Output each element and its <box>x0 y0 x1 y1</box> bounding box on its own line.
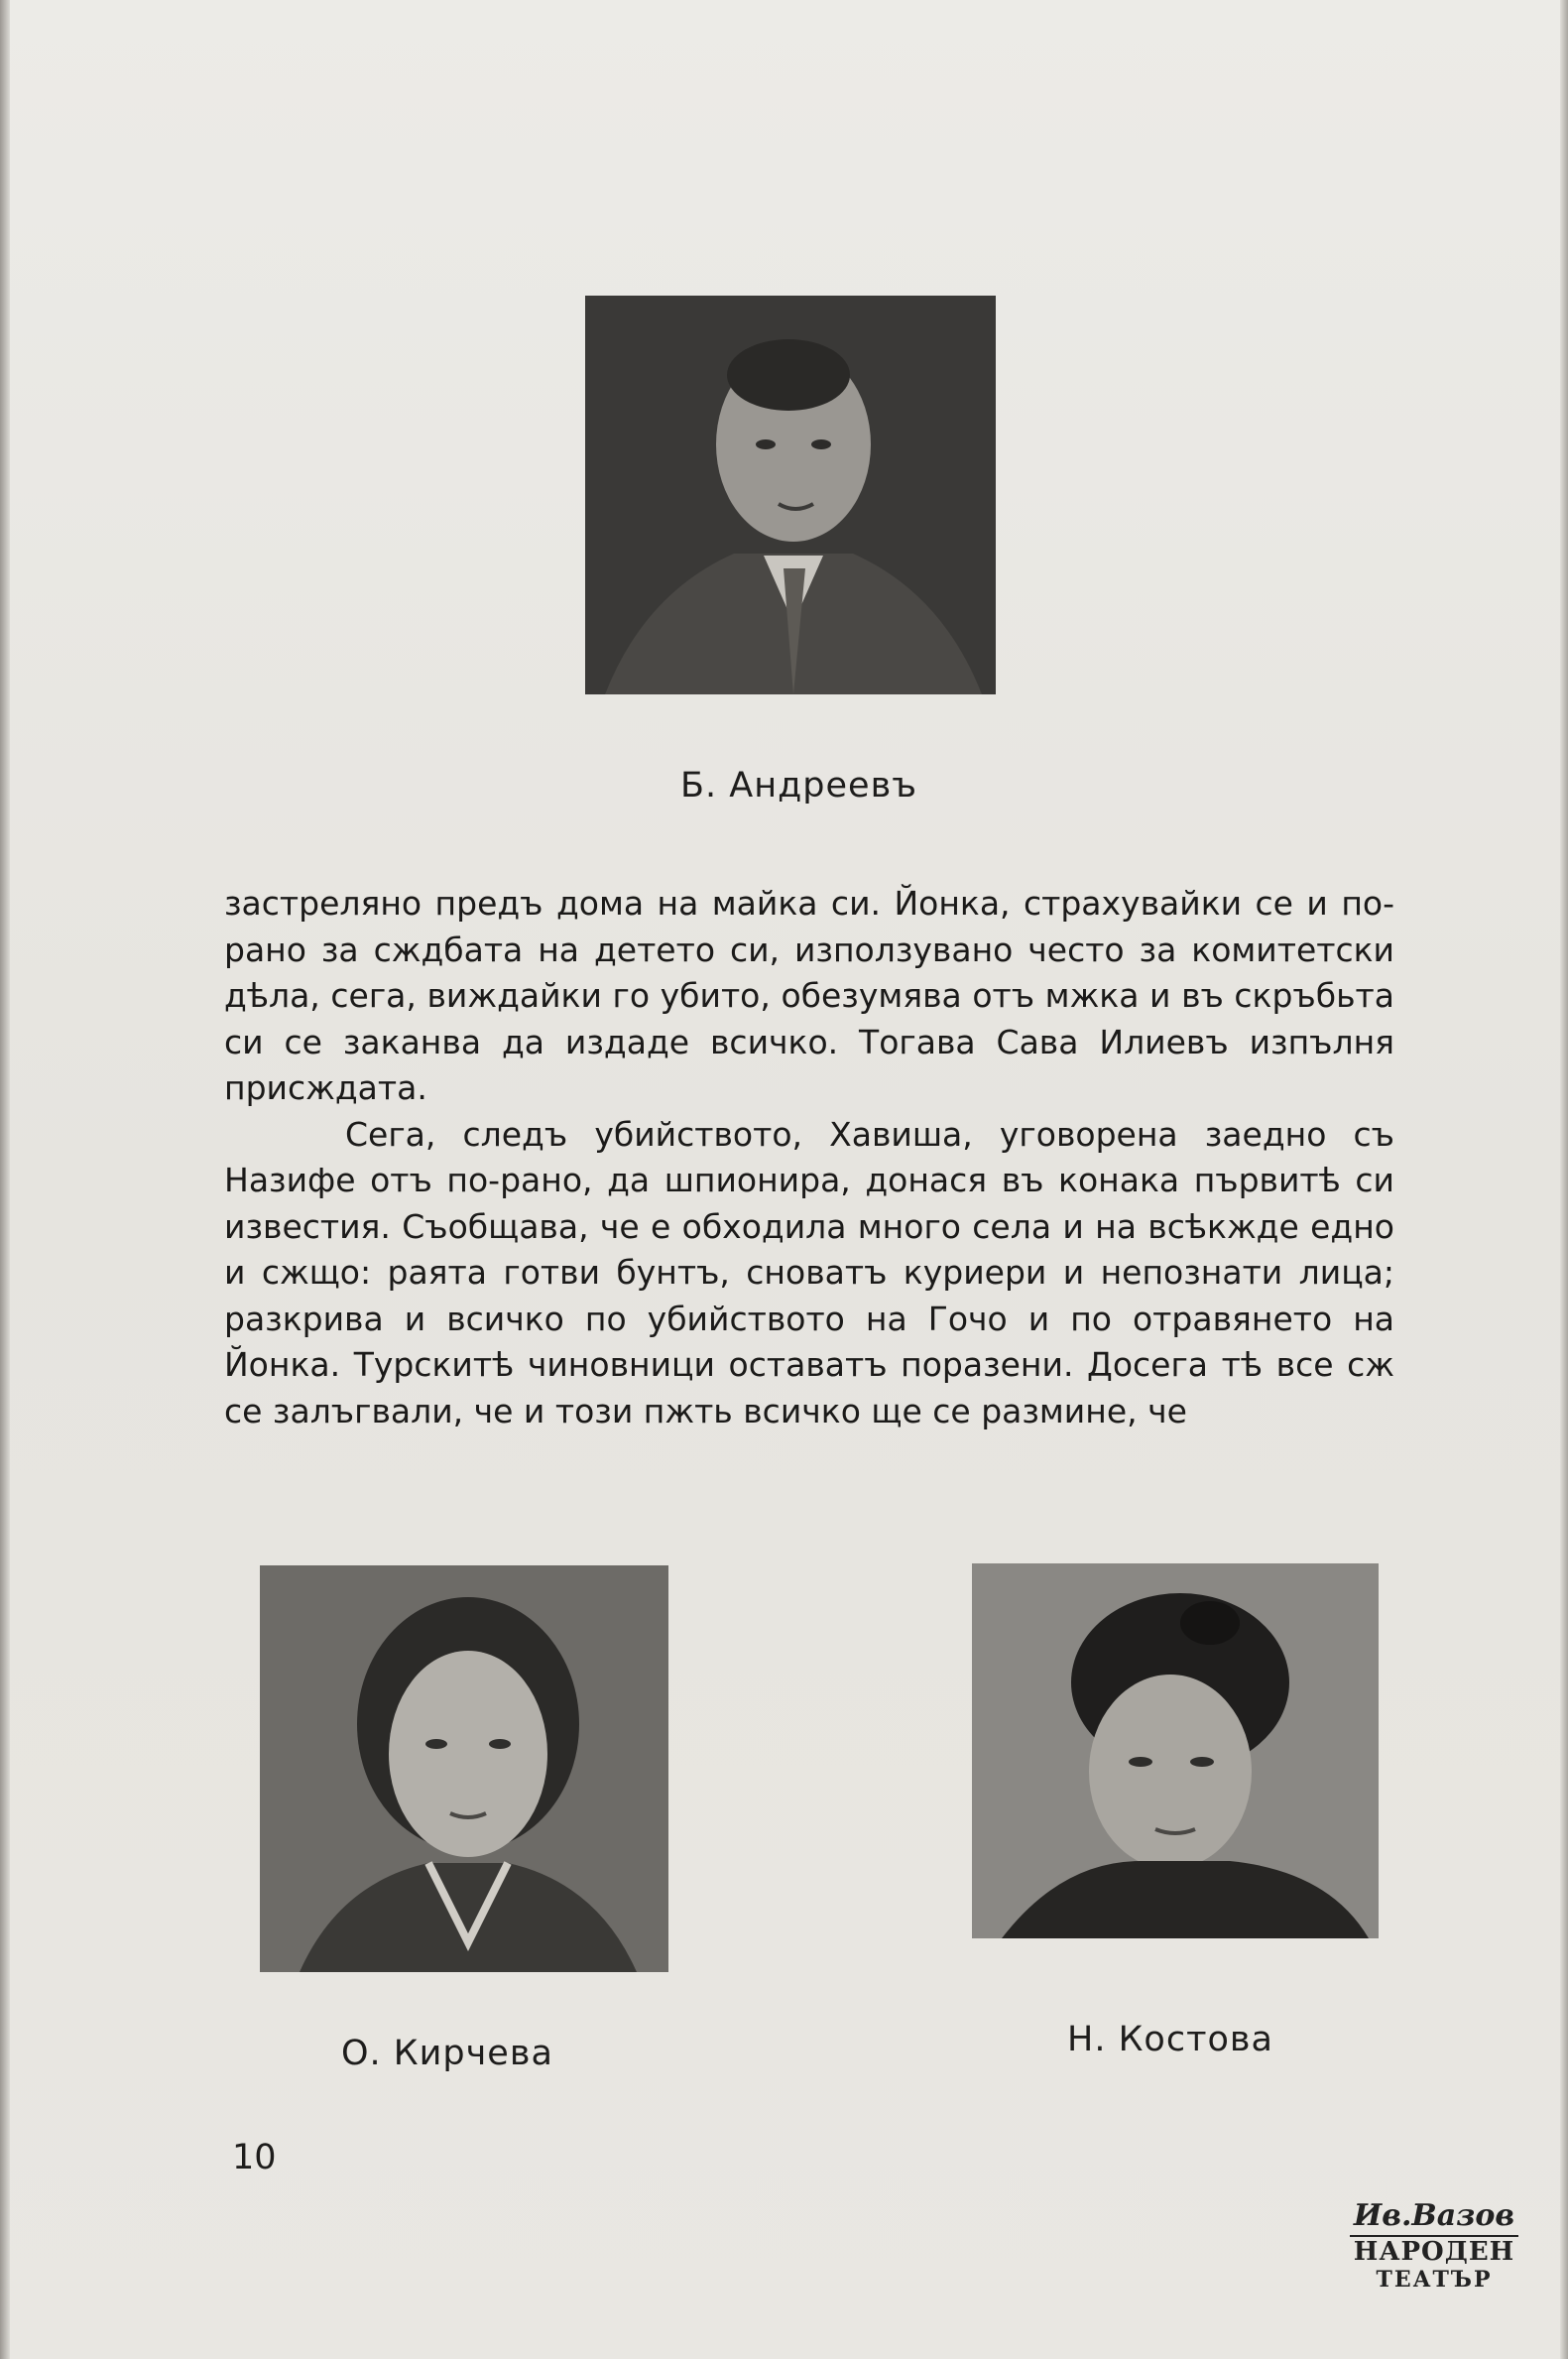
portrait-caption-bottom-right: Н. Костова <box>1067 2020 1273 2059</box>
portrait-caption-bottom-left: О. Кирчева <box>341 2034 553 2073</box>
portrait-woman-image <box>260 1565 668 1972</box>
body-text <box>224 881 1394 1434</box>
portrait-caption-top: Б. Андреевъ <box>680 766 917 806</box>
national-theatre-stamp <box>1345 2197 1523 2311</box>
portrait-photo-kircheva <box>260 1565 668 1972</box>
portrait-man-image <box>585 296 996 694</box>
page-number: 10 <box>232 2138 277 2177</box>
stamp-line-2: ТЕАТЪР <box>1376 2267 1493 2293</box>
portrait-woman-hat-image <box>972 1563 1379 1938</box>
body-paragraph-2: Сега, следъ убийството, Хавиша, уговорена заедно съ Назифе отъ по-рано, да шпионира, донася въ конака първитѣ си известия. Съобщава, че е обходила много села и на всѣкжде едно и сжщо: раята готви бунтъ, сноватъ куриери и непознати лица; разкрива и всичко по убийството на Гочо и по отравянето на Йонка. Турскитѣ чиновници оставатъ поразени. Досега тѣ все сж се залъгвали, че и този пжть всичко ще се размине, че <box>224 1114 1394 1430</box>
page-edge-left <box>0 0 10 2359</box>
page-edge-right <box>1560 0 1568 2359</box>
portrait-photo-andreev <box>585 296 996 694</box>
stamp-signature: Ив.Вазов <box>1353 2198 1515 2233</box>
portrait-photo-kostova <box>972 1563 1379 1938</box>
body-paragraph-1: застреляно предъ дома на майка си. Йонка, страхувайки се и по-рано за сждбата на детето си, използувано често за комитетски дѣла, сега, виждайки го убито, обезумява отъ мжка и въ скръбьта си се заканва да издаде всичко. Тогава Сава Илиевъ изпълня присждата. <box>224 884 1394 1107</box>
stamp-line-1: НАРОДЕН <box>1350 2235 1518 2267</box>
